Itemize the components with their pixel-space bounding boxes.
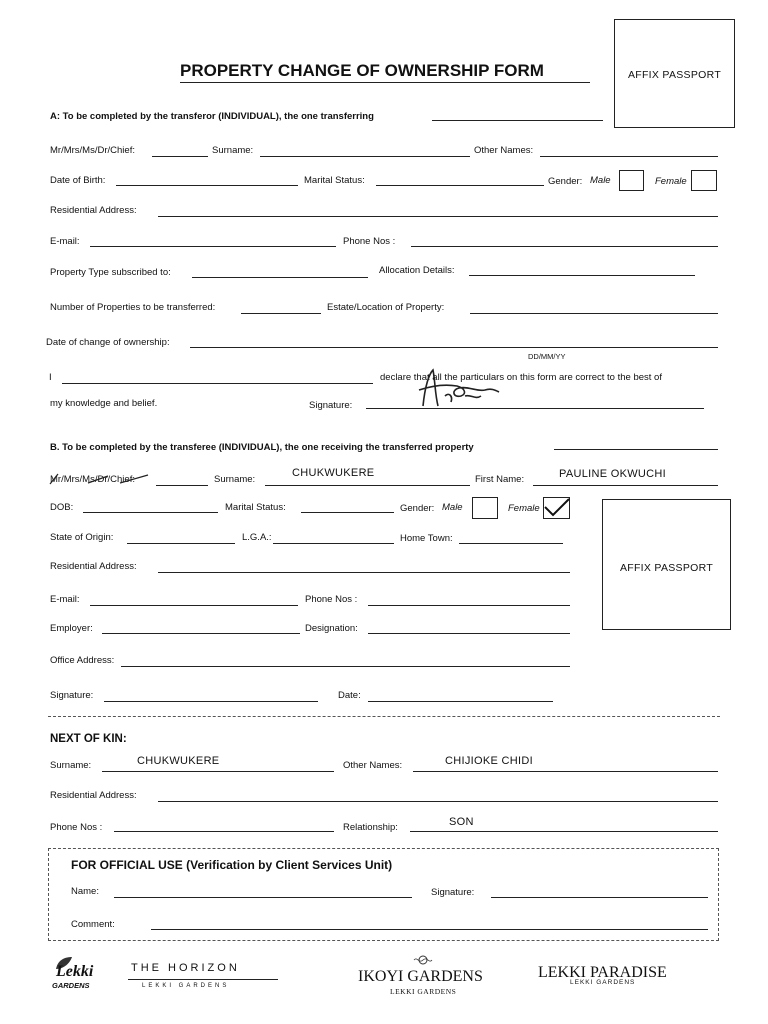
ornament-icon [413,954,433,966]
marital-label-a: Marital Status: [304,175,365,186]
marital-field-a[interactable] [376,185,544,186]
marital-field-b[interactable] [301,512,394,513]
declaration-text: declare that all the particulars on this form are correct to the best of [380,372,662,383]
horizon-title: THE HORIZON [131,962,240,974]
phone-field-b[interactable] [368,605,570,606]
female-label-b: Female [508,503,540,514]
address-label-b: Residential Address: [50,561,137,572]
date-field-b[interactable] [368,701,553,702]
official-heading: FOR OFFICIAL USE (Verification by Client Services Unit) [71,858,393,872]
passport-box-transferor[interactable] [614,19,735,128]
designation-field[interactable] [368,633,570,634]
section-b-heading-rule [554,449,718,450]
first-name-field-b[interactable] [533,485,718,486]
section-a-heading: A: To be completed by the transferor (INDIVIDUAL), the one transferring [50,111,374,122]
section-b-heading: B. To be completed by the transferee (INDIVIDUAL), the one receiving the transferred property [50,442,474,453]
allocation-label: Allocation Details: [379,265,455,276]
title-label-b: Mr/Mrs/Ms/Dr/Chief: [50,474,135,485]
date-change-label: Date of change of ownership: [46,337,170,348]
gender-label-a: Gender: [548,176,583,187]
male-checkbox-b[interactable] [472,497,498,519]
address-label-a: Residential Address: [50,205,137,216]
surname-field-a[interactable] [260,156,470,157]
num-properties-label: Number of Properties to be transferred: [50,302,216,313]
dob-label-a: Date of Birth: [50,175,106,186]
state-field[interactable] [127,543,235,544]
email-label-b: E-mail: [50,594,80,605]
email-field-b[interactable] [90,605,298,606]
paradise-title: LEKKI PARADISE [538,964,667,981]
nok-surname-value: CHUKWUKERE [137,755,220,767]
ikoyi-gardens-logo [356,954,490,998]
next-of-kin-heading: NEXT OF KIN: [50,733,127,745]
lekki-paradise-logo [538,964,668,994]
employer-field[interactable] [102,633,300,634]
nok-relationship-label: Relationship: [343,822,398,833]
date-format-hint: DD/MM/YY [528,352,566,361]
female-checkbox-a[interactable] [691,170,717,191]
declarant-name-field[interactable] [62,383,373,384]
official-signature-field[interactable] [491,897,708,898]
horizon-rule [128,979,278,980]
lekki-gardens-logo [52,955,112,995]
declaration-text-2: my knowledge and belief. [50,398,158,409]
estate-label: Estate/Location of Property: [327,302,445,313]
signature-field-b[interactable] [104,701,318,702]
official-name-field[interactable] [114,897,412,898]
phone-label-b: Phone Nos : [305,594,358,605]
hometown-label: Home Town: [400,533,453,544]
declare-prefix: I [49,372,52,383]
title-field-a[interactable] [152,156,208,157]
email-field-a[interactable] [90,246,336,247]
date-change-field[interactable] [190,347,718,348]
first-name-value-b: PAULINE OKWUCHI [559,468,666,480]
signature-label-a: Signature: [309,400,353,411]
num-properties-field[interactable] [241,313,321,314]
state-label: State of Origin: [50,532,114,543]
handwritten-signature [405,366,505,412]
nok-surname-label: Surname: [50,760,92,771]
signature-label-b: Signature: [50,690,94,701]
nok-address-field[interactable] [158,801,718,802]
male-label-b: Male [442,502,463,513]
date-label-b: Date: [338,690,361,701]
title-label-a: Mr/Mrs/Ms/Dr/Chief: [50,145,135,156]
lekki-logo-sub: GARDENS [52,981,90,990]
surname-label-b: Surname: [214,474,256,485]
affix-passport-label-b: AFFIX PASSPORT [619,562,714,574]
surname-label-a: Surname: [212,145,254,156]
nok-phone-label: Phone Nos : [50,822,103,833]
office-label: Office Address: [50,655,115,666]
surname-value-b: CHUKWUKERE [292,467,375,479]
nok-other-names-value: CHIJIOKE CHIDI [445,755,533,767]
nok-other-names-field[interactable] [413,771,718,772]
paradise-sub: LEKKI GARDENS [570,979,636,986]
official-name-label: Name: [71,886,99,897]
dob-field-b[interactable] [83,512,218,513]
affix-passport-label: AFFIX PASSPORT [627,69,722,81]
male-checkbox-a[interactable] [619,170,644,191]
phone-label-a: Phone Nos : [343,236,396,247]
nok-other-names-label: Other Names: [343,760,403,771]
allocation-field[interactable] [469,275,695,276]
surname-field-b[interactable] [265,485,470,486]
estate-field[interactable] [470,313,718,314]
transferor-name-field[interactable] [432,120,603,121]
section-divider [48,716,720,717]
passport-box-transferee[interactable] [602,499,731,630]
form-title: PROPERTY CHANGE OF OWNERSHIP FORM [180,61,544,80]
lga-field[interactable] [273,543,394,544]
official-comment-field[interactable] [151,929,708,930]
title-underline [180,82,590,83]
title-field-b[interactable] [156,485,208,486]
official-comment-label: Comment: [71,919,115,930]
other-names-label-a: Other Names: [474,145,534,156]
male-label-a: Male [590,175,611,186]
ikoyi-sub: LEKKI GARDENS [390,987,457,996]
property-type-label: Property Type subscribed to: [50,267,171,278]
lekki-logo-text: Lekki [56,963,94,980]
address-field-a[interactable] [158,216,718,217]
horizon-sub: LEKKI GARDENS [142,983,230,989]
email-label-a: E-mail: [50,236,80,247]
employer-label: Employer: [50,623,93,634]
gender-label-b: Gender: [400,503,435,514]
female-label-a: Female [655,176,687,187]
nok-relationship-value: SON [449,816,474,828]
dob-label-b: DOB: [50,502,74,513]
first-name-label-b: First Name: [475,474,525,485]
nok-surname-field[interactable] [102,771,334,772]
office-field[interactable] [121,666,570,667]
address-field-b[interactable] [158,572,570,573]
nok-relationship-field[interactable] [410,831,718,832]
official-signature-label: Signature: [431,887,475,898]
other-names-field-a[interactable] [540,156,718,157]
property-type-field[interactable] [192,277,368,278]
hometown-field[interactable] [459,543,563,544]
dob-field-a[interactable] [116,185,298,186]
ikoyi-title: IKOYI GARDENS [358,968,483,985]
phone-field-a[interactable] [411,246,718,247]
title-strikethrough [48,472,154,486]
check-mark-icon [541,497,571,519]
designation-label: Designation: [305,623,358,634]
lga-label: L.G.A.: [242,532,272,543]
nok-address-label: Residential Address: [50,790,137,801]
marital-label-b: Marital Status: [225,502,286,513]
nok-phone-field[interactable] [114,831,334,832]
the-horizon-logo [128,962,280,992]
